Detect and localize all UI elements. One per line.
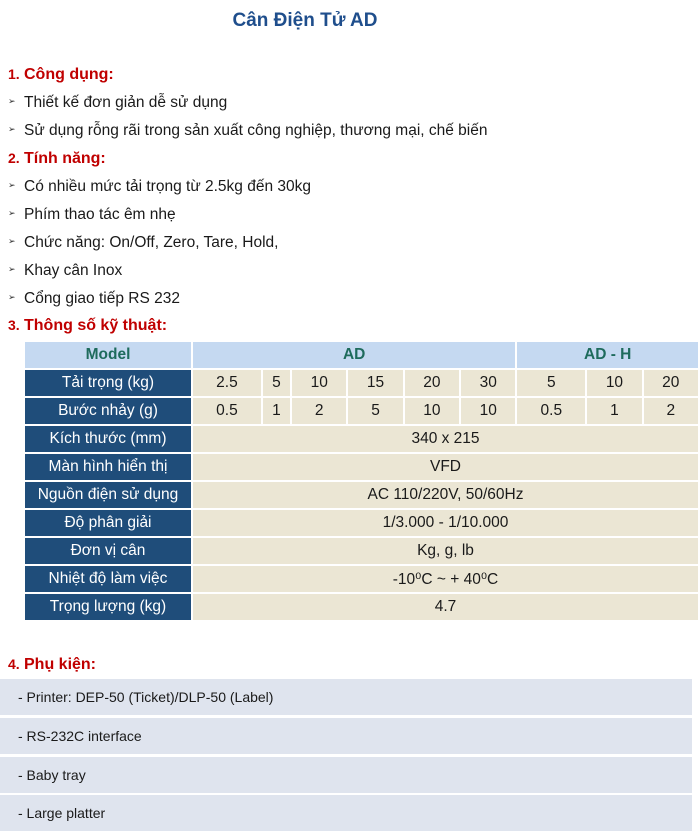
table-cell: 2 [644, 398, 698, 424]
model-group-ad-h: AD - H [517, 342, 698, 368]
table-cell: 10 [461, 398, 515, 424]
table-row [25, 398, 698, 424]
table-row [25, 370, 698, 396]
table-cell: 5 [517, 370, 585, 396]
arrow-bullet-icon: ➢ [8, 236, 16, 247]
table-cell: 2 [292, 398, 346, 424]
table-row [25, 426, 698, 452]
table-row [25, 594, 698, 620]
table-header-row [25, 342, 698, 368]
table-cell: 4.7 [193, 594, 698, 620]
row-label: Trọng lượng (kg) [25, 594, 191, 620]
table-cell: 2.5 [193, 370, 261, 396]
table-cell: -10⁰C ~ + 40⁰C [193, 566, 698, 592]
arrow-bullet-icon: ➢ [8, 264, 16, 275]
table-cell: 10 [405, 398, 459, 424]
table-cell: VFD [193, 454, 698, 480]
table-cell: 30 [461, 370, 515, 396]
list-item: ➢ Có nhiều mức tải trọng từ 2.5kg đến 30kg [8, 178, 311, 195]
table-cell: Kg, g, lb [193, 538, 698, 564]
list-item: ➢ Khay cân Inox [8, 262, 123, 279]
table-row [25, 538, 698, 564]
list-item: ➢ Chức năng: On/Off, Zero, Tare, Hold, [8, 234, 279, 251]
table-cell: 10 [292, 370, 346, 396]
table-cell: 20 [644, 370, 698, 396]
row-label: Bước nhảy (g) [25, 398, 191, 424]
table-row [25, 482, 698, 508]
accessory-item: - RS-232C interface [0, 718, 692, 754]
row-label: Kích thước (mm) [25, 426, 191, 452]
row-label: Nhiệt độ làm việc [25, 566, 191, 592]
model-header: Model [25, 342, 191, 368]
table-cell: 1/3.000 - 1/10.000 [193, 510, 698, 536]
section-heading-accessories: 4. Phụ kiện: [8, 656, 97, 673]
accessory-item: - Printer: DEP-50 (Ticket)/DLP-50 (Label) [0, 679, 692, 715]
arrow-bullet-icon: ➢ [8, 124, 16, 135]
arrow-bullet-icon: ➢ [8, 180, 16, 191]
row-label: Đơn vị cân [25, 538, 191, 564]
arrow-bullet-icon: ➢ [8, 208, 16, 219]
accessory-item: - Baby tray [0, 757, 692, 793]
table-row [25, 510, 698, 536]
section-heading-specs: 3. Thông số kỹ thuật: [8, 317, 168, 334]
page-title: Cân Điện Tử AD [232, 10, 378, 31]
section-heading-features: 2. Tính năng: [8, 150, 106, 167]
spec-table [23, 340, 700, 622]
list-item: ➢ Sử dụng rỗng rãi trong sản xuất công nghiệp, thương mại, chế biến [8, 122, 488, 139]
table-cell: 15 [348, 370, 402, 396]
table-cell: AC 110/220V, 50/60Hz [193, 482, 698, 508]
table-cell: 0.5 [193, 398, 261, 424]
table-cell: 1 [587, 398, 641, 424]
list-item: ➢ Cổng giao tiếp RS 232 [8, 290, 180, 307]
model-group-ad: AD [193, 342, 515, 368]
row-label: Độ phân giải [25, 510, 191, 536]
list-item: ➢ Thiết kế đơn giản dễ sử dụng [8, 94, 228, 111]
table-cell: 5 [263, 370, 290, 396]
table-cell: 10 [587, 370, 641, 396]
list-item: ➢ Phím thao tác êm nhẹ [8, 206, 176, 223]
arrow-bullet-icon: ➢ [8, 96, 16, 107]
row-label: Nguồn điện sử dụng [25, 482, 191, 508]
table-cell: 5 [348, 398, 402, 424]
table-cell: 1 [263, 398, 290, 424]
table-row [25, 566, 698, 592]
row-label: Màn hình hiển thị [25, 454, 191, 480]
section-heading-uses: 1. Công dụng: [8, 66, 114, 83]
table-row [25, 454, 698, 480]
table-cell: 340 x 215 [193, 426, 698, 452]
table-cell: 0.5 [517, 398, 585, 424]
arrow-bullet-icon: ➢ [8, 292, 16, 303]
row-label: Tải trọng (kg) [25, 370, 191, 396]
accessory-item: - Large platter [0, 795, 692, 831]
table-cell: 20 [405, 370, 459, 396]
